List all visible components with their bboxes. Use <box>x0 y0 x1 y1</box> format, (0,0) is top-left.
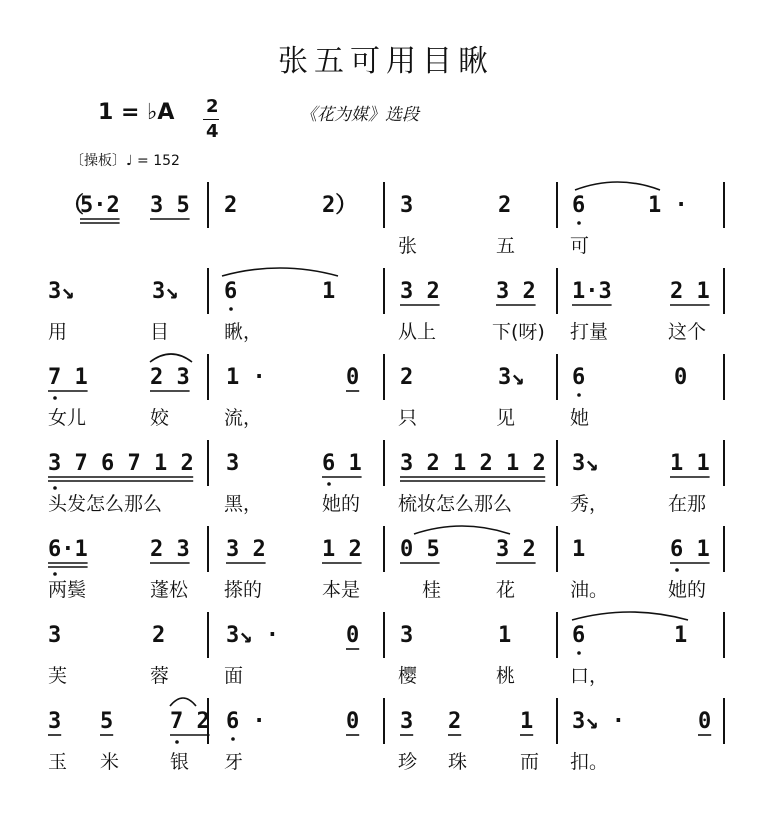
note-group: 2 <box>152 623 166 648</box>
note-group: 1 <box>498 623 512 648</box>
lyric: 桃 <box>496 665 516 687</box>
note-group: 0 5 <box>400 537 440 562</box>
note-group: 3 2 1 2 1 2 <box>400 451 546 476</box>
note-group: 7 1 <box>48 365 88 390</box>
lyric: 头发怎么那么 <box>48 493 163 515</box>
octave-dot <box>53 572 57 576</box>
lyric: 目 <box>150 321 170 343</box>
lyric: 从上 <box>398 321 437 343</box>
lyric: 五 <box>496 235 516 257</box>
lyric: 在那 <box>668 493 707 515</box>
slur <box>222 268 338 276</box>
lyric: 珠 <box>448 751 468 773</box>
lyric: 梳妆怎么那么 <box>398 493 513 515</box>
slur <box>575 182 660 190</box>
note-group: 5·2 <box>80 193 120 218</box>
lyric: 打量 <box>570 321 609 343</box>
note-group: 1 <box>572 537 586 562</box>
lyric: 面 <box>224 665 244 687</box>
note-group: 3↘ · <box>226 623 279 648</box>
slur <box>150 354 192 362</box>
lyric: 牙 <box>224 751 244 773</box>
lyric: 这个 <box>668 321 707 343</box>
octave-dot <box>53 486 57 490</box>
lyric: 黑， <box>224 493 263 515</box>
note-group: 3 <box>226 451 240 476</box>
note-group: 3↘ <box>48 279 75 304</box>
note-group: 3 5 <box>150 193 190 218</box>
lyric: 她的 <box>668 579 707 601</box>
note-group: 0 <box>346 365 360 390</box>
lyric: 她 <box>570 407 590 429</box>
octave-dot <box>675 568 679 572</box>
lyric: 她的 <box>322 493 361 515</box>
note-group: 3 2 <box>496 537 536 562</box>
lyric: 本是 <box>322 579 361 601</box>
octave-dot <box>231 737 235 741</box>
note-group: 6 <box>572 365 586 390</box>
lyric: 珍 <box>398 751 418 773</box>
note-group: 2 <box>224 193 238 218</box>
octave-dot <box>577 393 581 397</box>
page-title: 张五可用目瞅 <box>278 44 494 79</box>
lyric: 玉 <box>48 751 68 773</box>
slur <box>170 698 196 706</box>
note-group: 3 <box>48 709 62 734</box>
note-group: 3 7 6 7 1 2 <box>48 451 194 476</box>
note-group: 6 <box>224 279 238 304</box>
lyric: 秀， <box>570 493 609 515</box>
note-group: 5 <box>100 709 114 734</box>
note-group: 1 · <box>648 193 688 218</box>
note-group: 0 <box>674 365 688 390</box>
note-group: 2 <box>448 709 462 734</box>
note-group: 3 <box>400 709 414 734</box>
note-group: 2 3 <box>150 365 190 390</box>
note-group: 0 <box>346 623 360 648</box>
lyric: 芙 <box>48 665 68 687</box>
slur <box>414 526 510 534</box>
lyric: 女儿 <box>48 407 87 429</box>
note-group: 1 <box>322 279 336 304</box>
note-group: 6 · <box>226 709 266 734</box>
note-group: 3 <box>400 193 414 218</box>
lyric: 蓬松 <box>150 579 189 601</box>
lyric: 银 <box>170 751 190 773</box>
note-group: 2 1 <box>670 279 710 304</box>
note-group: 1 · <box>226 365 266 390</box>
lyric: 张 <box>398 235 418 257</box>
lyric: 姣 <box>150 407 170 429</box>
subtitle: 《花为媒》选段 <box>300 105 419 125</box>
octave-dot <box>175 740 179 744</box>
note-group: 3↘ <box>498 365 525 390</box>
note-group: 6 1 <box>322 451 362 476</box>
note-group: 2） <box>322 193 358 218</box>
note-group: 3 2 <box>496 279 536 304</box>
lyric: 只 <box>398 407 418 429</box>
lyric: 而 <box>520 751 540 773</box>
lyric: 蓉 <box>150 665 170 687</box>
lyric: 米 <box>100 751 120 773</box>
note-group: 2 <box>400 365 414 390</box>
note-group: 3 2 <box>226 537 266 562</box>
time-signature-bottom: 4 <box>206 121 219 142</box>
lyric: 下(呀) <box>492 321 545 343</box>
lyric: 口， <box>570 665 609 687</box>
lyric: 扣。 <box>570 751 609 773</box>
lyric: 油。 <box>570 579 609 601</box>
note-group: 3↘ · <box>572 709 625 734</box>
lyric: 见 <box>496 407 516 429</box>
lyric: 用 <box>48 321 68 343</box>
octave-dot <box>577 221 581 225</box>
note-group: 7 2 <box>170 709 210 734</box>
note-group: 6 <box>572 193 586 218</box>
octave-dot <box>53 396 57 400</box>
note-group: 3 <box>400 623 414 648</box>
note-group: 0 <box>346 709 360 734</box>
tempo-marking: 〔操板〕♩ = 152 <box>70 153 180 169</box>
lyric: 桂 <box>422 579 442 601</box>
slur <box>572 612 688 620</box>
note-group: 1 <box>674 623 688 648</box>
note-group: 2 <box>498 193 512 218</box>
time-signature-top: 2 <box>206 96 219 117</box>
lyric: 可 <box>570 235 590 257</box>
note-group: 6 <box>572 623 586 648</box>
lyric: 樱 <box>398 665 418 687</box>
note-group: 3↘ <box>152 279 179 304</box>
note-group: 3↘ <box>572 451 599 476</box>
octave-dot <box>577 651 581 655</box>
note-group: 3 <box>48 623 62 648</box>
key-signature: 1 = ♭A <box>98 100 175 125</box>
note-group: 3 2 <box>400 279 440 304</box>
octave-dot <box>327 482 331 486</box>
octave-dot <box>229 307 233 311</box>
note-group: 6 1 <box>670 537 710 562</box>
note-group: 1·3 <box>572 279 612 304</box>
note-group: 0 <box>698 709 712 734</box>
lyric: 花 <box>496 579 516 601</box>
note-group: 1 1 <box>670 451 710 476</box>
lyric: 瞅， <box>224 321 263 343</box>
note-group: 6·1 <box>48 537 88 562</box>
lyric: 流， <box>224 407 263 429</box>
note-group: 2 3 <box>150 537 190 562</box>
note-group: 1 2 <box>322 537 362 562</box>
note-group: （ <box>62 193 85 218</box>
note-group: 1 <box>520 709 534 734</box>
lyric: 搽的 <box>224 579 263 601</box>
lyric: 两鬓 <box>48 579 87 601</box>
